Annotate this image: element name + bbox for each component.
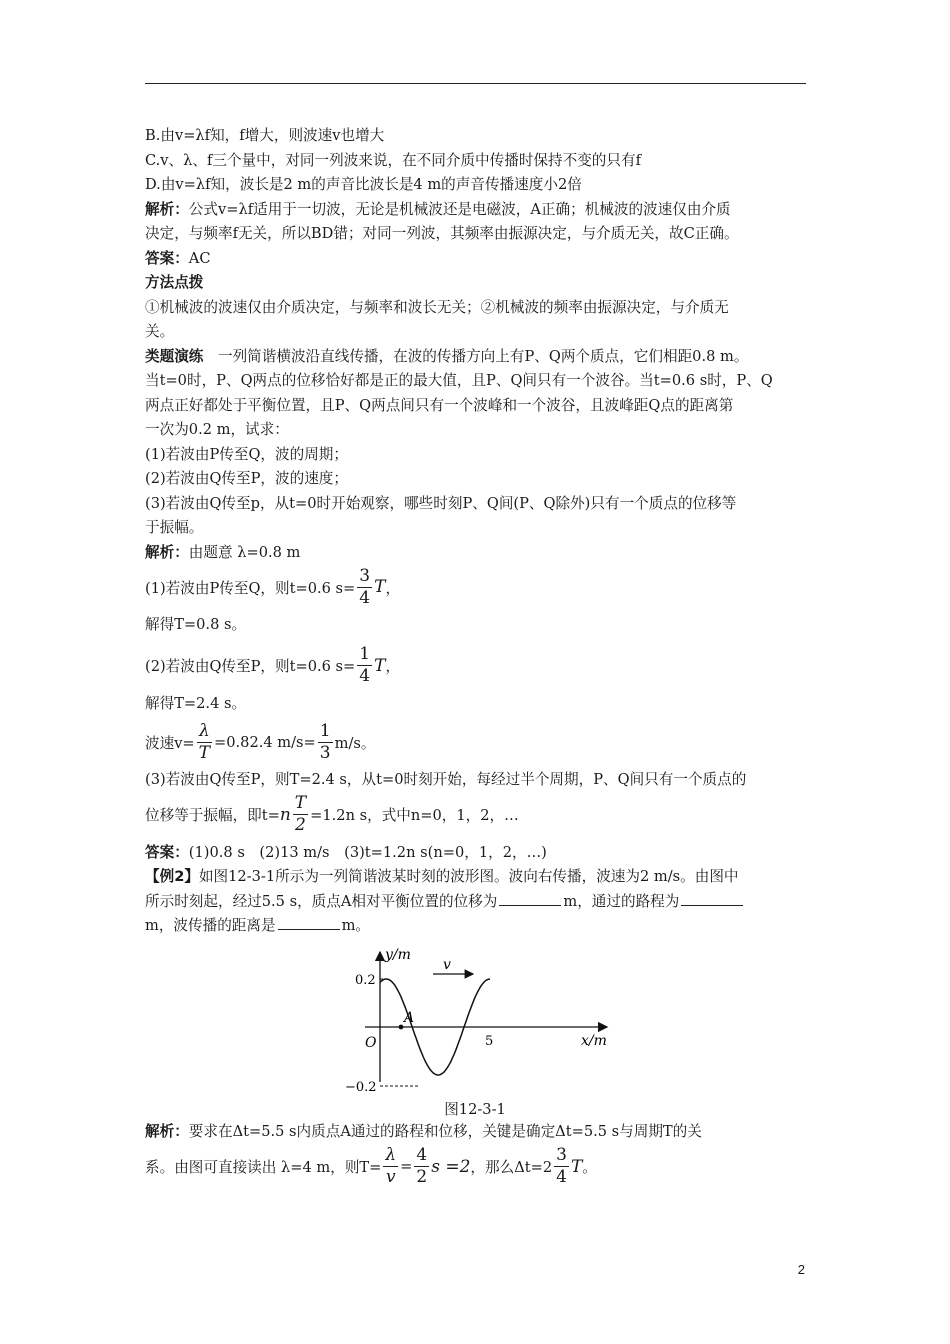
header-rule xyxy=(145,83,806,84)
solution-2-text: (2)若波由Q传至P，则t=0.6 s= xyxy=(145,658,356,675)
example2-text3b: m。 xyxy=(341,917,371,934)
question-2: (2)若波由Q传至P，波的速度； xyxy=(145,470,348,487)
fraction-denominator: T xyxy=(198,742,211,763)
fraction-numerator: 3 xyxy=(556,1145,567,1165)
variable: n xyxy=(279,804,291,825)
y-axis-label: y/m xyxy=(385,947,411,963)
fraction xyxy=(383,1147,398,1186)
answer2 xyxy=(145,841,807,866)
solution-2 xyxy=(145,644,807,688)
fraction-numerator: T xyxy=(294,793,307,813)
answer-label: 答案： xyxy=(145,249,189,267)
fraction-numerator: 4 xyxy=(416,1145,428,1165)
wave-figure xyxy=(345,942,615,1096)
practice-line4: 一次为0.2 m，试求： xyxy=(145,421,289,438)
example2-line1 xyxy=(145,865,807,890)
punctuation: ， xyxy=(385,658,401,675)
point-a-label: A xyxy=(404,1010,415,1026)
answer1-text: AC xyxy=(188,249,211,267)
analysis3-text3: ，那么Δt=2 xyxy=(470,1159,553,1176)
example2-text3a: m，波传播的距离是 xyxy=(145,917,276,934)
fraction-denominator: 2 xyxy=(416,1167,428,1187)
analysis2-text: 由题意 λ=0.8 m xyxy=(188,543,301,561)
method-title: 方法点拨 xyxy=(145,274,204,291)
fraction xyxy=(318,720,333,763)
method-line2: 关。 xyxy=(145,323,175,340)
x-axis-label: x/m xyxy=(581,1033,607,1049)
answer-label: 答案： xyxy=(145,843,189,861)
solution-3a: (3)若波由Q传至P，则T=2.4 s，从t=0时刻开始，每经过半个周期，P、Q间只有一个质点的 xyxy=(145,771,747,788)
fraction-denominator: v xyxy=(385,1167,396,1187)
analysis3-line1 xyxy=(145,1120,807,1145)
punctuation: 。 xyxy=(582,1159,597,1176)
analysis1-text: 公式v=λf适用于一切波，无论是机械波还是电磁波，A正确；机械波的波速仅由介质 xyxy=(188,200,731,218)
fraction-denominator: 2 xyxy=(295,815,306,835)
figure-caption: 图12-3-1 xyxy=(444,1101,506,1118)
wave-speed xyxy=(145,720,807,764)
solution-3b-text: 位移等于振幅，即t= xyxy=(145,807,280,824)
practice-text: 一列简谐横波沿直线传播，在波的传播方向上有P、Q两个质点，它们相距0.8 m。 xyxy=(203,347,749,365)
example2-line3 xyxy=(145,914,807,939)
page-content xyxy=(145,124,807,939)
y-tick-negative: −0.2 xyxy=(345,1080,377,1092)
origin-label: O xyxy=(365,1035,377,1051)
example-label: 【例2】 xyxy=(145,868,199,885)
practice-line3: 两点正好都处于平衡位置，且P、Q两点间只有一个波峰和一个波谷，且波峰距Q点的距离第 xyxy=(145,396,734,414)
solution-3b-tail: =1.2n s，式中n=0，1，2，… xyxy=(310,807,519,824)
fraction xyxy=(554,1147,569,1186)
analysis-label: 解析： xyxy=(145,543,189,561)
answer2-text: (1)0.8 s (2)13 m/s (3)t=1.2n s(n=0，1，2，…) xyxy=(188,843,547,861)
wave-speed-value: =0.82.4 m/s= xyxy=(214,733,316,751)
example2-text2: 所示时刻起，经过5.5 s，质点A相对平衡位置的位移为 xyxy=(145,892,498,910)
point-a-dot xyxy=(399,1025,404,1030)
fraction-numerator: λ xyxy=(385,1145,397,1165)
practice-label: 类题演练 xyxy=(145,347,204,365)
analysis3-line2 xyxy=(145,1145,807,1189)
fraction xyxy=(357,565,372,608)
option-b: B.由v=λf知，f增大，则波速v也增大 xyxy=(145,127,385,144)
analysis3-text: 要求在Δt=5.5 s内质点A通过的路程和位移，关键是确定Δt=5.5 s与周期T的关 xyxy=(188,1123,702,1140)
wave-speed-text: 波速v= xyxy=(145,734,195,752)
analysis2-line xyxy=(145,541,807,566)
analysis1-line1 xyxy=(145,198,807,223)
fraction-denominator: 3 xyxy=(319,742,331,763)
wave-graph xyxy=(345,942,615,1092)
fraction-numerator: 1 xyxy=(359,644,371,664)
analysis1-line2: 决定，与频率f无关，所以BD错；对同一列波，其频率由振源决定，与介质无关，故C正确。 xyxy=(145,225,739,242)
solution-1-result: 解得T=0.8 s。 xyxy=(145,616,247,633)
solution-1 xyxy=(145,565,807,609)
solution-1-text: (1)若波由P传至Q，则t=0.6 s= xyxy=(145,579,356,597)
answer-blank[interactable] xyxy=(681,891,743,906)
page-number: 2 xyxy=(797,1262,805,1277)
example2-text2b: m，通过的路程为 xyxy=(563,892,680,910)
y-tick-positive: 0.2 xyxy=(355,973,376,988)
practice-line2: 当t=0时，P、Q两点的位移恰好都是正的最大值，且P、Q间只有一个波谷。当t=0.6 s时，P、Q xyxy=(145,372,773,389)
period-value: s =2 xyxy=(431,1156,471,1177)
variable: T xyxy=(374,655,386,676)
fraction-numerator: 1 xyxy=(319,720,331,741)
question-3a: (3)若波由Q传至p，从t=0时开始观察，哪些时刻P、Q间(P、Q除外)只有一个质点的位移等 xyxy=(145,494,737,512)
analysis3-text2: 系。由图可直接读出 λ=4 m，则T= xyxy=(145,1159,382,1176)
equals-sign: = xyxy=(400,1158,413,1175)
method-line1: ①机械波的波速仅由介质决定，与频率和波长无关；②机械波的频率由振源决定，与介质无 xyxy=(145,298,729,316)
variable: T xyxy=(570,1156,583,1177)
answer1 xyxy=(145,247,807,272)
analysis-label: 解析： xyxy=(145,200,189,218)
analysis-label: 解析： xyxy=(145,1123,189,1140)
question-1: (1)若波由P传至Q，波的周期； xyxy=(145,445,348,463)
answer-blank[interactable] xyxy=(499,891,561,906)
option-d: D.由v=λf知，波长是2 m的声音比波长是4 m的声音传播速度小2倍 xyxy=(145,176,582,193)
example2-text: 如图12-3-1所示为一列简谐波某时刻的波形图。波向右传播，波速为2 m/s。由图中 xyxy=(198,868,739,885)
unit: m/s。 xyxy=(334,734,376,752)
example2-line2 xyxy=(145,890,807,915)
solution-2-result: 解得T=2.4 s。 xyxy=(145,694,247,712)
punctuation: ， xyxy=(385,579,401,597)
fraction-denominator: 4 xyxy=(359,587,371,608)
practice-line1 xyxy=(145,345,807,370)
fraction-denominator: 4 xyxy=(556,1167,567,1187)
fraction xyxy=(197,720,212,763)
fraction xyxy=(414,1147,429,1186)
question-3b: 于振幅。 xyxy=(145,519,204,536)
fraction-numerator: λ xyxy=(198,720,210,741)
fraction-denominator: 4 xyxy=(359,666,371,686)
velocity-label: v xyxy=(443,957,451,973)
fraction-numerator: 3 xyxy=(359,565,371,586)
answer-blank[interactable] xyxy=(278,915,340,930)
variable: T xyxy=(374,577,386,597)
fraction xyxy=(357,646,372,685)
option-c: C.v、λ、f三个量中，对同一列波来说，在不同介质中传播时保持不变的只有f xyxy=(145,151,641,169)
x-tick-label: 5 xyxy=(485,1034,494,1049)
fraction xyxy=(293,795,308,834)
analysis3-block xyxy=(145,1120,807,1189)
solution-3b xyxy=(145,793,807,837)
